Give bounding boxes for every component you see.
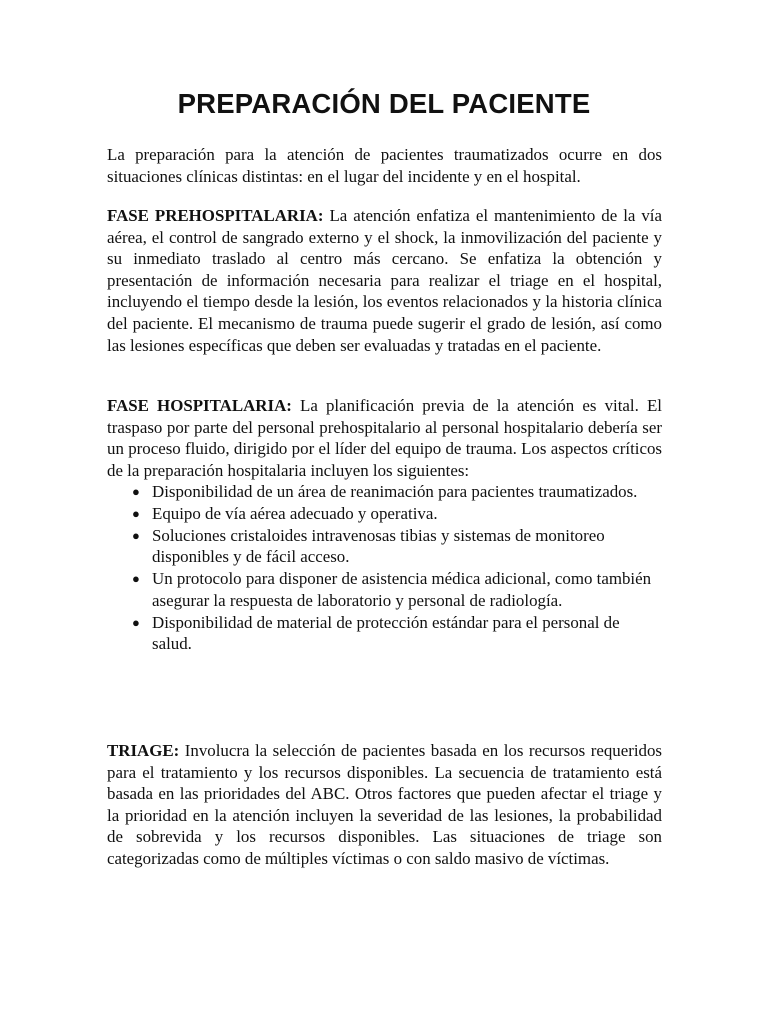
- list-item-text: Disponibilidad de un área de reanimación para pacientes traumatizados.: [152, 482, 638, 501]
- bullet-icon: ●: [132, 505, 140, 521]
- hospital-text: La planificación previa de la atención es vital. El traspaso por parte del personal prehospitalario al personal hospitalario debería ser un proceso fluido, dirigido por el líder del equipo de trauma. Los aspectos críticos de la preparación hospitalaria incluyen los siguientes:: [107, 396, 662, 480]
- bullet-icon: ●: [132, 484, 140, 499]
- intro-text: La preparación para la atención de pacientes traumatizados ocurre en dos situaciones clínicas distintas: en el lugar del incidente y en el hospital.: [107, 145, 662, 186]
- list-item: [107, 503, 662, 525]
- page-title: PREPARACIÓN DEL PACIENTE: [177, 88, 591, 119]
- bullet-icon: ●: [132, 571, 140, 587]
- bullet-icon: ●: [132, 527, 140, 543]
- prehospital-section: [107, 205, 662, 356]
- hospital-bullet-list: [107, 481, 662, 655]
- hospital-paragraph: [107, 395, 662, 481]
- prehospital-heading: FASE PREHOSPITALARIA:: [107, 206, 324, 225]
- list-item: [107, 525, 662, 568]
- triage-paragraph: [107, 740, 662, 870]
- prehospital-paragraph: [107, 205, 662, 356]
- prehospital-text: La atención enfatiza el mantenimiento de la vía aérea, el control de sangrado externo y el shock, la inmovilización del paciente y su inmediato traslado al centro más cercano. Se enfatiza la obtención y presentación de información necesaria para realizar el triage en el hospital, incluyendo el tiempo desde la lesión, los eventos relacionados y la historia clínica del paciente. El mecanismo de trauma puede sugerir el grado de lesión, así como las lesiones específicas que deben ser evaluadas y tratadas en el paciente.: [107, 206, 662, 355]
- list-item-text: Un protocolo para disponer de asistencia médica adicional, como también asegurar la respuesta de laboratorio y personal de radiología.: [152, 569, 652, 610]
- list-item-text: Equipo de vía aérea adecuado y operativa.: [152, 503, 438, 523]
- bullet-icon: ●: [132, 614, 140, 630]
- list-item: [107, 481, 662, 503]
- triage-section: [107, 740, 662, 870]
- hospital-section: [107, 395, 662, 481]
- triage-heading: TRIAGE:: [107, 741, 180, 760]
- list-item: [107, 612, 662, 655]
- intro-paragraph: [107, 144, 662, 187]
- triage-text: Involucra la selección de pacientes basada en los recursos requeridos para el tratamiento y los recursos disponibles. La secuencia de tratamiento está basada en las prioridades del ABC. Otros factores que pueden afectar el triage y la prioridad en la atención incluyen la severidad de las lesiones, la probabilidad de sobrevida y los recursos disponibles. Las situaciones de triage son categorizadas como de múltiples víctimas o con saldo masivo de víctimas.: [107, 741, 662, 868]
- list-item-text: Soluciones cristaloides intravenosas tibias y sistemas de monitoreo disponibles y de fácil acceso.: [152, 525, 605, 567]
- hospital-heading: FASE HOSPITALARIA:: [107, 396, 292, 415]
- list-item-text: Disponibilidad de material de protección estándar para el personal de salud.: [152, 612, 620, 654]
- list-item: [107, 568, 662, 611]
